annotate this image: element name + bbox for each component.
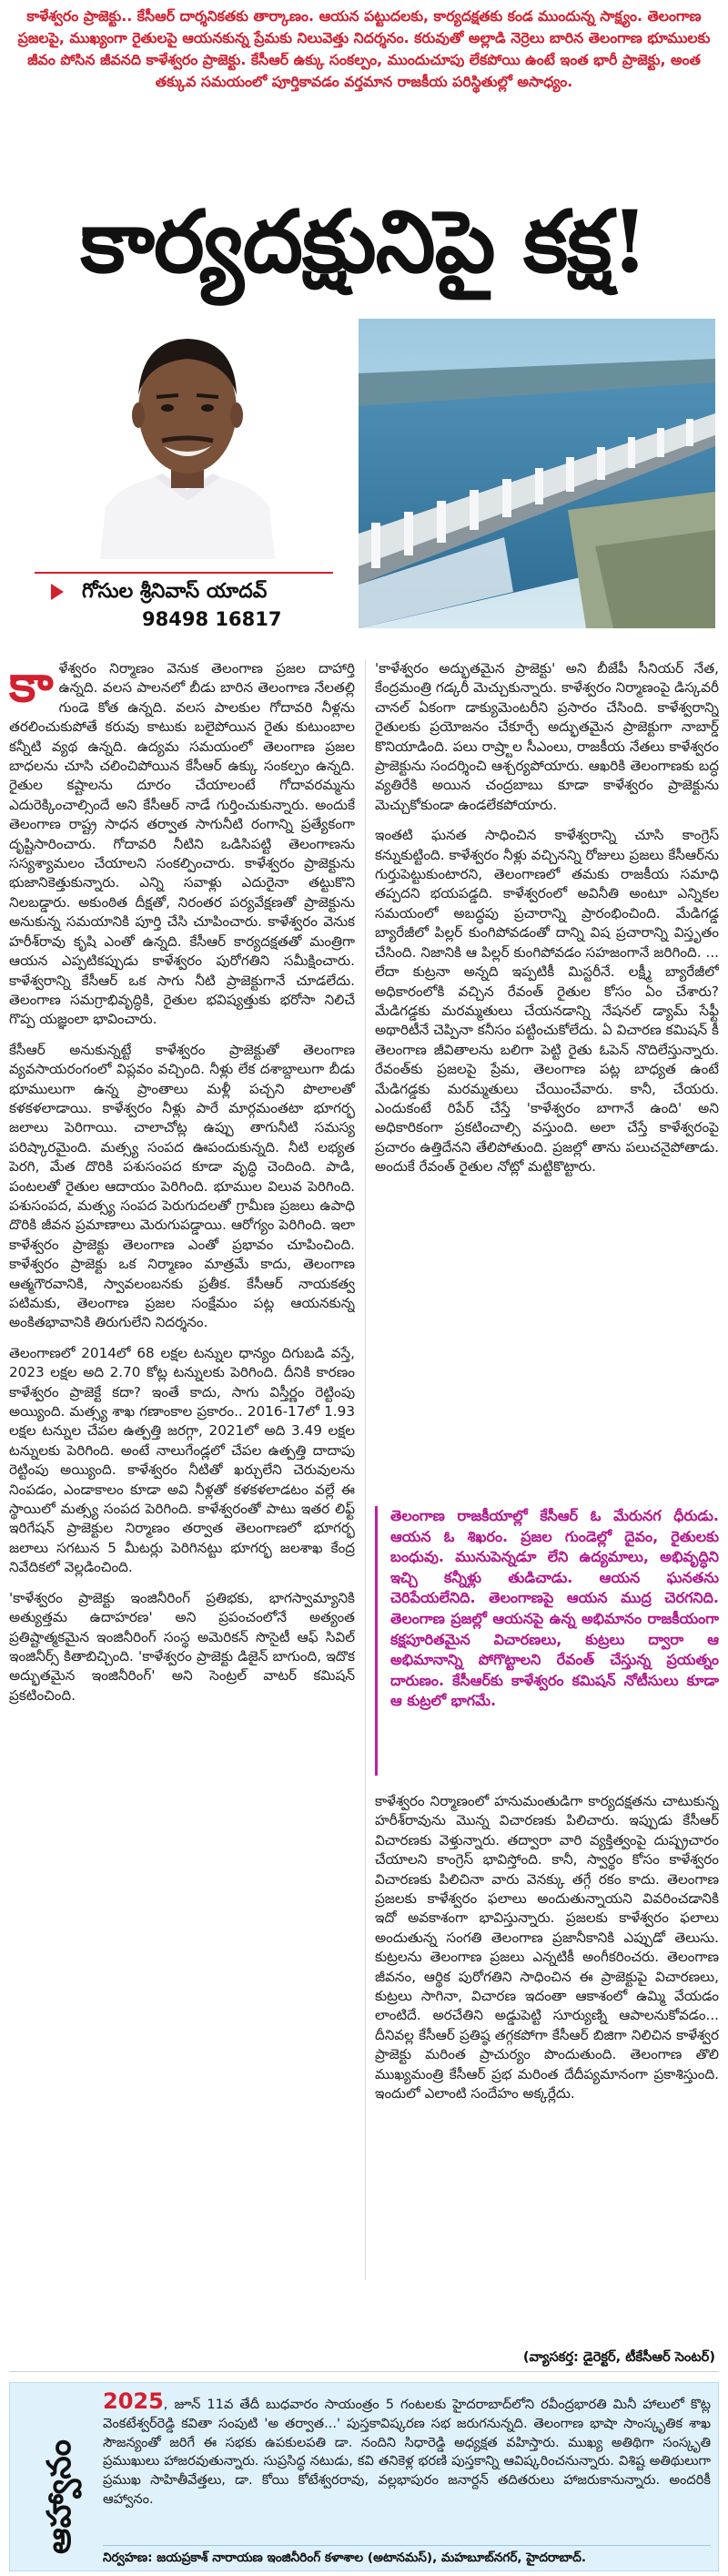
column-divider [365, 659, 366, 2280]
invitation-body: , జూన్ 11వ తేదీ బుధవారం సాయంత్రం 5 గంటలకు హైదరాబాద్‌లోని రవీంద్రభారతి మినీ హాలులో కొట్ల వెంకటేశ్వర్‌రెడ్డి కవితా సంపుటి 'అ తర్వాత...' పుస్తకావిష్కరణ సభ జరుగనున్నది. తెలంగాణ భాషా సాంస్కృతిక శాఖ సౌజన్యంతో జరిగే ఈ సభకు ఉపకులపతి డా. నందిని సిధారెడ్డి అధ్యక్షత వహిస్తారు. ముఖ్య అతిథిగా సంస్కృతి ప్రముఖులు హాజరవుతున్నారు. సుప్రసిద్ధ నటుడు, కవి తనికెళ్ల భరణి పుస్తకాన్ని ఆవిష్కరించనున్నారు. విశిష్ట అతిథులుగా ప్రముఖ సాహితీవేత్తలు, డా. కోయి కోటేశ్వరరావు, వల్లభాపురం జనార్దన్ తదితరులు హాజరుకానున్నారు. అందరికీ ఆహ్వానం. [103, 2397, 711, 2507]
article-paragraph: 'కాళేశ్వరం అద్భుతమైన ప్రాజెక్టు' అని బీజేపీ సీనియర్ నేత, కేంద్రమంత్రి గడ్కరీ మెచ్చుకున్నారు. కాళేశ్వరం నిర్మాణంపై డిస్కవరీ చానల్ ఏకంగా డాక్యుమెంటరీని ప్రసారం చేసింది. కాళేశ్వరాన్ని రైతులకు ప్రయోజనం చేకూర్చే అద్భుతమైన ప్రాజెక్టుగా నాబార్డ్ కొనియాడింది. పలు రాష్ర్టాల సీఎంలు, రాజకీయ నేతలు కాళేశ్వరం ప్రాజెక్టును సందర్శించి ఆశ్చర్యపోయారు. ఆఖరికి తెలంగాణకు బద్ధ వ్యతిరేకి అయిన చంద్రబాబు కూడా కాళేశ్వరం ప్రాజెక్టును మెచ్చుకోకుండా ఉండలేకపోయారు. [375, 660, 719, 813]
invitation-footer-rule [103, 2545, 711, 2546]
invitation-label-vertical [25, 2388, 88, 2565]
dropcap: కా [9, 659, 54, 714]
author-box [35, 321, 333, 632]
dam-photo [359, 319, 715, 628]
article-paragraph: కేసీఆర్ అనుకున్నట్టే కాళేశ్వరం ప్రాజెక్టుతో తెలంగాణ వ్యవసాయరంగంలో విప్లవం వచ్చింది. నీళ్లు లేక దశాబ్దాలుగా బీడు భూములుగా ఉన్న ప్రాంతాలు మళ్లీ పచ్చని పొలాలతో కళకళలాడాయి. కాళేశ్వరం నీళ్లు పారే మార్గమంతటా భూగర్భ జలాలు పెరిగాయి. చాలాచోట్ల ఉప్పు తాగునీటి సమస్య పరిష్కారమైంది. మత్స్య సంపద ఊపందుకున్నది. నీటి లభ్యత పెరగి, మేత దొరికి పశుసంపద కూడా వృద్ధి చెందింది. పాడి, పంటలతో రైతుల ఆదాయం పెరిగింది. భూముల విలువ పెరిగింది. పశుసంపద, మత్స్య సంపద పెరుగుదలతో గ్రామీణ ప్రజలు ఉపాధి దొరికి జీవన ప్రమాణాలు మెరుగుపడ్డాయి. ఆరోగ్యం పెరిగింది. ఇలా కాళేశ్వరం ప్రాజెక్టు తెలంగాణ ఎంతో ప్రభావం చూపించింది. కాళేశ్వరం ప్రాజెక్టు ఒక నిర్మాణం మాత్రమే కాదు, తెలంగాణ ఆత్మగౌరవానికి, స్వావలంబనకు ప్రతీక. కేసీఆర్ నాయకత్వ పటిమకు, తెలంగాణ ప్రజల సంక్షేమం పట్ల ఆయనకున్న అంకితభావానికి తిరుగులేని నిదర్శనం. [9, 1041, 355, 1331]
section-divider [9, 2371, 719, 2372]
pull-quote-text: తెలంగాణ రాజకీయాల్లో కేసీఆర్ ఓ మేరునగ ధీరుడు. ఆయన ఓ శిఖరం. ప్రజల గుండెల్లో దైవం, రైతులకు బంధువు. మునుపెన్నడూ లేని ఉద్యమాలు, అభివృద్ధిని ఇచ్చి కన్నీళ్లు తుడిచాడు. ఆయన ఘనతను చెరిపేయలేనిది. తెలంగాణపై ఆయన ముద్ర చెరగనిది. తెలంగాణ ప్రజల్లో ఆయనపై ఉన్న అభిమానం రాజకీయంగా కక్షపూరితమైన విచారణలు, కుట్రలు ద్వారా ఆ అభిమానాన్ని పోగొట్టాలని రేవంత్ చేస్తున్న ప్రయత్నం దారుణం. కేసీఆర్‌కు కాళేశ్వరం కమిషన్ నోటీసులు కూడా ఆ కుట్రలో భాగమే. [390, 1507, 719, 1710]
article-paragraph: ఇంతటి ఘనత సాధించిన కాళేశ్వరాన్ని చూసి కాంగ్రెస్ కన్నుకుట్టింది. కాళేశ్వరం నీళ్లు వచ్చినన్ని రోజులు ప్రజలు కేసీఆర్‌ను గుర్తుపెట్టుకుంటారని, తెలంగాణలో తమకు రాజకీయ సమాధి తప్పదని భయపడ్డది. కాళేశ్వరంలో అవినీతి అంటూ ఎన్నికల సమయంలో అబద్ధపు ప్రచారాన్ని ప్రారంభించింది. మేడిగడ్డ బ్యారేజీలో పిల్లర్ కుంగిపోవడంతో దాన్ని విష ప్రచారాన్ని విస్తృతం చేసింది. నిజానికి ఆ పిల్లర్ కుంగిపోవడం సహజంగానే జరిగింది. ... లేదా కుట్రనా అన్నది ఇప్పటికీ మిస్టరీనే. లక్ష్మీ బ్యారేజీలో అధికారంలోకి వచ్చిన రేవంత్ రైతుల కోసం ఏం చేశారు? మేడిగడ్డకు మరమ్మతులు చేయనడాన్ని నేషనల్ డ్యామ్ సేఫ్టీ అథారిటీనే చెప్పినా కనీసం పట్టించుకోలేదు. ఏ విచారణ కమిషన్ కీ తెలంగాణ జీవితాలను బలిగా పెట్టి రైతు ఓపెన్ నొదిలేస్తున్నారు. రేవంత్‌కు ప్రజలపై ప్రేమ, తెలంగాణ పట్ల బాధ్యత ఉంటే మేడిగడ్డకు మరమ్మతులు చేయించేవారు. కానీ, చేయరు. ఎందుకంటే రిపేర్ చేస్తే 'కాళేశ్వరం బాగానే ఉంది' అని అధికారికంగా ప్రకటించాల్సి వస్తుంది. అలా చేస్తే కాళేశ్వరంపై ప్రచారం ఉత్తిదేనని తేలిపోతుంది. ప్రజల్లో తాను పలుచనైపోతాడు. అందుకే రేవంత్ రైతుల నోట్లో మట్టికొట్టారు. [375, 827, 719, 1176]
author-photo-illustration [91, 321, 284, 559]
author-name: గోసుల శ్రీనివాస్ యాదవ్ [82, 580, 268, 603]
byline-rule [35, 572, 333, 574]
lead-paragraph: కాళేశ్వరం ప్రాజెక్టు.. కేసీఆర్ దార్శనికతకు తార్కాణం. ఆయన పట్టుదలకు, కార్యదక్షతకు కండ ముందున్న సాక్ష్యం. తెలంగాణ ప్రజలపై, ముఖ్యంగా రైతులపై ఆయనకున్న ప్రేమకు నిలువెత్తు నిదర్శనం. కరువుతో అల్లాడి నెర్రెలు బారిన తెలంగాణ భూములకు జీవం పోసిన జీవనది కాళేశ్వరం ప్రాజెక్టు. కేసీఆర్ ఉక్కు సంకల్పం, ముందుచూపు లేకపోయి ఉంటే ఇంత భారీ ప్రాజెక్టు, అంత తక్కువ సమయంలో పూర్తికావడం వర్తమాన రాజకీయ పరిస్థితుల్లో అసాధ్యం. [17, 7, 711, 90]
invitation-footer: నిర్వహణ: జయప్రకాశ్ నారాయణ ఇంజినీరింగ్ కళాశాల (అటానమస్), మహబూబ్‌నగర్, హైదరాబాద్. [103, 2551, 587, 2565]
invitation-label [25, 2388, 88, 2565]
article-paragraph: కాళేశ్వరం నిర్మాణం వెనుక తెలంగాణ ప్రజల దాహార్తి ఉన్నది. వలస పాలనలో బీడు బారిన తెలంగాణ నేలతల్లి గుండె కోత ఉన్నది. వలస పాలకుల గోదావరి నీళ్లను తరలించుకుపోతే కరువు కాటుకు బలైపోయిన రైతు కుటుంబాల కన్నీటి వ్యథ ఉన్నది. ఉద్యమ సమయంలో తెలంగాణ ప్రజల బాధలను చూసి చలించిపోయిన కేసీఆర్ ఉక్కు సంకల్పం ఉన్నది. రైతుల కష్టాలను దూరం చేయాలంటే గోదావరమ్మను ఎదురెక్కించాల్సిందే అని కేసీఆర్ నాడే గుర్తించుకున్నారు. అందుకే తెలంగాణ రాష్ట్ర సాధన తర్వాత సాగునీటి రంగాన్ని ప్రత్యేకంగా దృష్టిసారించారు. గోదావరి నీటిని ఒడిసిపట్టి తెలంగాణను సస్యశ్యామలం చేయాలని సంకల్పించారు. కాళేశ్వరం ప్రాజెక్టును భుజానికెత్తుకున్నారు. ఎన్ని సవాళ్లు ఎదురైనా తట్టుకొని నిలబడ్డారు. అకుంఠిత దీక్షతో, నిరంతర పర్యవేక్షణతో ప్రాజెక్టును అనుకున్న సమయానికి పూర్తి చేసి చూపించారు. కాళేశ్వరం వెనుక హరీశ్‌రావు కృషి ఎంతో ఉన్నది. కేసీఆర్ కార్యదక్షతతో మంత్రిగా ఆయన ఎప్పటికప్పుడు కాళేశ్వరం పురోగతిని సమీక్షించారు. కాళేశ్వరాన్ని కేసీఆర్ ఒక సాగు నీటి ప్రాజెక్టుగానే చూడలేదు. తెలంగాణ సమగ్రాభివృద్ధికి, రైతుల భవిష్యత్తుకు భరోసా నిలిచే గొప్ప యజ్ఞంలా భావించారు. [9, 659, 355, 1028]
invitation-text [103, 2392, 711, 2545]
invitation-year: 2025 [103, 2392, 164, 2414]
byline-arrow-icon [51, 584, 64, 600]
headline: కార్యదక్షునిపై కక్ష! [80, 192, 648, 292]
author-photo [91, 321, 284, 559]
author-credit: (వ్యాసకర్త: డైరెక్టర్, టీకేసీఆర్ సెంటర్) [522, 2349, 715, 2365]
article-column-left [9, 659, 355, 2373]
article-column-right [375, 659, 719, 1278]
author-phone: 98498 16817 [142, 608, 282, 630]
article-column-right-lower [375, 1792, 719, 2265]
invitation-box [9, 2382, 719, 2571]
article-paragraph: కాళేశ్వరం నిర్మాణంలో హనుమంతుడిగా కార్యదక్షతను చాటుకున్న హరీశ్‌రావును మొన్న విచారణకు పిలిచారు. ఇప్పుడు కేసీఆర్ విచారణకు వెళ్తున్నారు. తద్వారా వారి వ్యక్తిత్వంపై దుష్ప్రచారం చేయాలని కాంగ్రెస్ భావిస్తోంది. కానీ, స్వార్థం కోసం కాళేశ్వరం విచారణకు పిలిచినా వారు వెనక్కు తగ్గే రకం కాదు. తెలంగాణ ప్రజలకు కాళేశ్వరం ఫలాలు అందుతున్నాయని వివరించడానికి ఇదో అవకాశంగా భావిస్తున్నారు. ప్రజలకు కాళేశ్వరం ఫలాలు అందుతున్న సంగతి తెలంగాణ ప్రజానీకానికి ఎప్పుడో తెలుసు. కుట్రలను తెలంగాణ ప్రజలు ఎన్నటికీ అంగీకరించరు. తెలంగాణ జీవనం, ఆర్థిక పురోగతిని సాధించిన ఈ ప్రాజెక్టుపై విచారణలు, కుట్రలు సాగినా, విచారణ ఇదంతా ఆకాశంలో ఉమ్మి వేయడం లాంటిదే. అరచేతిని అడ్డుపెట్టి సూర్యుణ్ని ఆపాలనుకోవడం... దీనివల్ల కేసీఆర్ ప్రతిష్ఠ తగ్గకపోగా కేసీఆర్ బిజిగా నిలిచిన కాళేశ్వర ప్రాజెక్టు మరింత ప్రాచుర్యం పొందుతుంది. తెలంగాణ తొలి ముఖ్యమంత్రి కేసీఆర్ ప్రభ మరింత దేదీప్యమానంగా ప్రకాశిస్తుంది. ఇందులో ఎలాంటి సందేహం అక్కర్లేదు. [375, 1793, 719, 2103]
article-paragraph: తెలంగాణలో 2014లో 68 లక్షల టన్నుల ధాన్యం దిగుబడి వస్తే, 2023 లక్షల అది 2.70 కోట్ల టన్నులకు పెరిగింది. దీనికి కారణం కాళేశ్వరం ప్రాజెక్టే కదా? ఇంతే కాదు, సాగు విస్తీర్ణం రెట్టింపు అయ్యింది. మత్స్య శాఖ గణాంకాల ప్రకారం.. 2016-17లో 1.93 లక్షల టన్నుల చేపల ఉత్పత్తి జరగ్గా, 2021లో అది 3.49 లక్షల టన్నులకు పెరిగింది. అంటే నాలుగేండ్లలో చేపల ఉత్పత్తి దాదాపు రెట్టింపు అయ్యింది. కాళేశ్వరం నీటితో ఖర్చులేని చెరువులను నింపడం, ఎండాకాలం కూడా అవి నీళ్లతో కళకళలాడటం వల్లే ఈ స్థాయిలో మత్స్య సంపద పెరిగింది. కాళేశ్వరంతో పాటు ఇతర లిఫ్ట్ ఇరిగేషన్ ప్రాజెక్టుల నిర్మాణం తర్వాత తెలంగాణలో భూగర్భ జలాలు సగటున 5 మీటర్లు పెరిగినట్టు భూగర్భ జలశాఖ కేంద్ర నివేదికలో వెల్లడించింది. [9, 1344, 355, 1576]
article-paragraph: 'కాళేశ్వరం ప్రాజెక్టు ఇంజినీరింగ్ ప్రతిభకు, భాగస్వామ్యానికి అత్యుత్తమ ఉదాహరణ' అని ప్రపంచంలోనే అత్యంత ప్రతిష్టాత్మకమైన ఇంజినీరింగ్ సంస్థ అమెరికన్ సొసైటీ ఆఫ్ సివిల్ ఇంజినీర్స్ కితాబిచ్చింది. 'కాళేశ్వరం ప్రాజెక్టు డిజైన్ బాగుంది, ఇదొక అద్భుతమైన ఇంజినీరింగ్' అని సెంట్రల్ వాటర్ కమిషన్ ప్రకటించింది. [9, 1589, 355, 1704]
invitation-label-text: ఆహ్వానం [41, 2439, 78, 2554]
pull-quote [375, 1506, 719, 1776]
barrage-illustration [359, 319, 715, 628]
